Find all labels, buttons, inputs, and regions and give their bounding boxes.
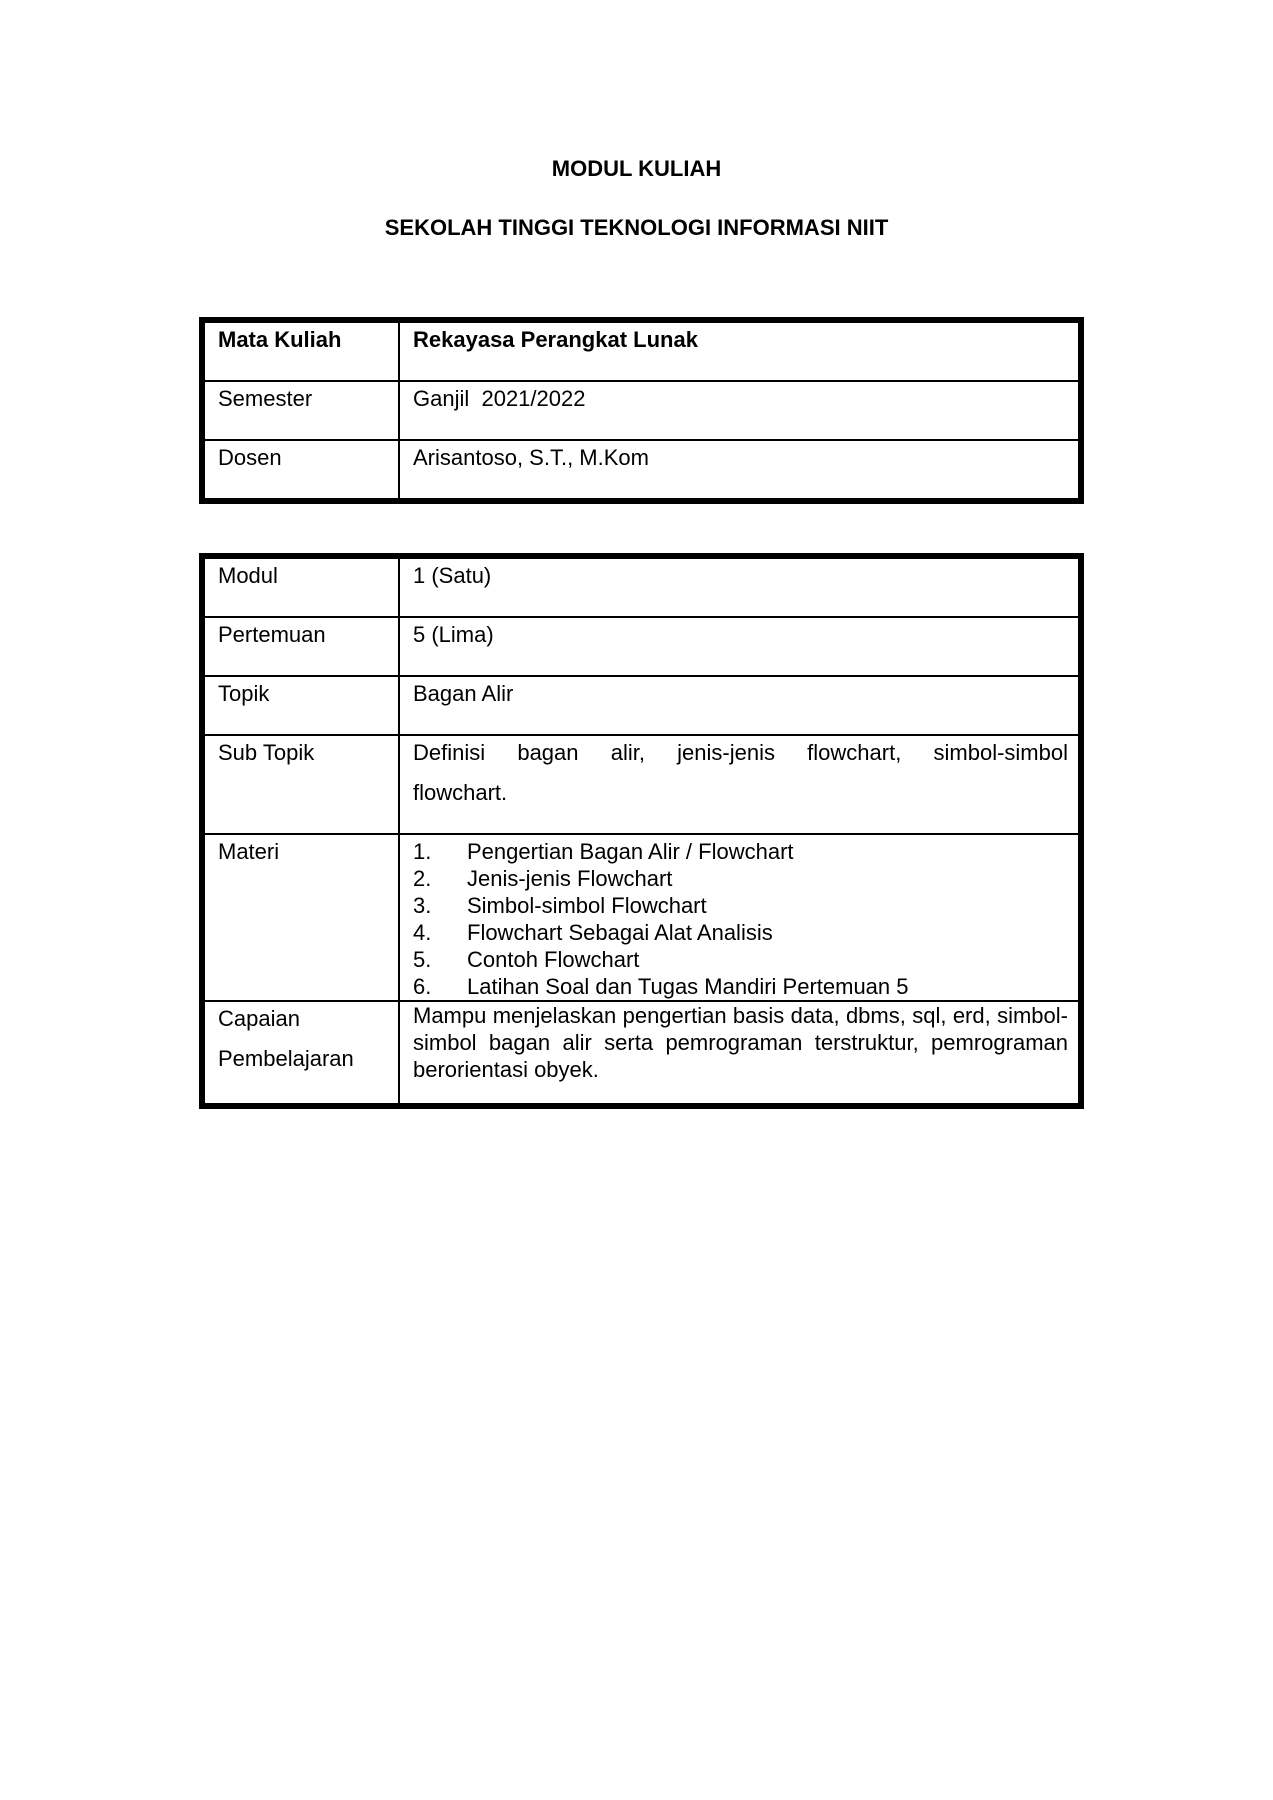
subtopik-label-text: Sub Topik: [218, 740, 315, 765]
table-row: [202, 381, 1081, 440]
module-info-table: [199, 553, 1084, 1109]
mata-kuliah-label: Mata Kuliah: [202, 320, 399, 381]
materi-list: [413, 838, 1068, 1000]
list-item-text: Pengertian Bagan Alir / Flowchart: [467, 839, 794, 864]
table-row: [202, 440, 1081, 501]
list-item: [413, 865, 1068, 892]
list-item-text: Flowchart Sebagai Alat Analisis: [467, 920, 773, 945]
list-item: [413, 919, 1068, 946]
course-info-table: [199, 317, 1084, 504]
topik-value: Bagan Alir: [399, 676, 1081, 735]
dosen-label: Dosen: [202, 440, 399, 501]
subtopik-label: [202, 735, 399, 834]
materi-label: Materi: [202, 834, 399, 1001]
capaian-value: [399, 1001, 1081, 1106]
capaian-value-text: Mampu menjelaskan pengertian basis data, dbms, sql, erd, simbol-simbol bagan alir serta pemrograman terstruktur, pemrograman berorientasi obyek.: [413, 1003, 1068, 1082]
topik-label: Topik: [202, 676, 399, 735]
subtopik-value-line1: Definisi bagan alir, jenis-jenis flowchart, simbol-simbol: [413, 740, 1068, 765]
table-row: [202, 735, 1081, 834]
capaian-label: [202, 1001, 399, 1106]
list-item: [413, 892, 1068, 919]
list-item: [413, 838, 1068, 865]
table-row: [202, 1001, 1081, 1106]
table-row: [202, 556, 1081, 617]
list-item: [413, 946, 1068, 973]
institution-name: SEKOLAH TINGGI TEKNOLOGI INFORMASI NIIT: [384, 215, 889, 240]
semester-value: Ganjil 2021/2022: [399, 381, 1081, 440]
list-item-number: 2.: [413, 866, 432, 891]
semester-label: Semester: [202, 381, 399, 440]
materi-value: [399, 834, 1081, 1001]
list-item-text: Simbol-simbol Flowchart: [467, 893, 707, 918]
list-item-number: 5.: [413, 947, 432, 972]
table-row: [202, 834, 1081, 1001]
modul-label: Modul: [202, 556, 399, 617]
capaian-label-line1: Capaian: [218, 1006, 300, 1031]
pertemuan-value: 5 (Lima): [399, 617, 1081, 676]
list-item-number: 3.: [413, 893, 432, 918]
modul-value: 1 (Satu): [399, 556, 1081, 617]
list-item-text: Jenis-jenis Flowchart: [467, 866, 673, 891]
subtopik-value: [399, 735, 1081, 834]
page-title: MODUL KULIAH: [551, 156, 722, 181]
list-item: [413, 973, 1068, 1000]
capaian-label-line2: Pembelajaran: [218, 1046, 354, 1071]
list-item-number: 6.: [413, 974, 432, 999]
list-item-number: 4.: [413, 920, 432, 945]
subtopik-value-line2: flowchart.: [413, 780, 508, 805]
table-row: [202, 617, 1081, 676]
mata-kuliah-value: Rekayasa Perangkat Lunak: [399, 320, 1081, 381]
list-item-text: Contoh Flowchart: [467, 947, 640, 972]
dosen-value: Arisantoso, S.T., M.Kom: [399, 440, 1081, 501]
list-item-text: Latihan Soal dan Tugas Mandiri Pertemuan 5: [467, 974, 909, 999]
table-row: [202, 676, 1081, 735]
pertemuan-label: Pertemuan: [202, 617, 399, 676]
list-item-number: 1.: [413, 839, 432, 864]
table-row: [202, 320, 1081, 381]
